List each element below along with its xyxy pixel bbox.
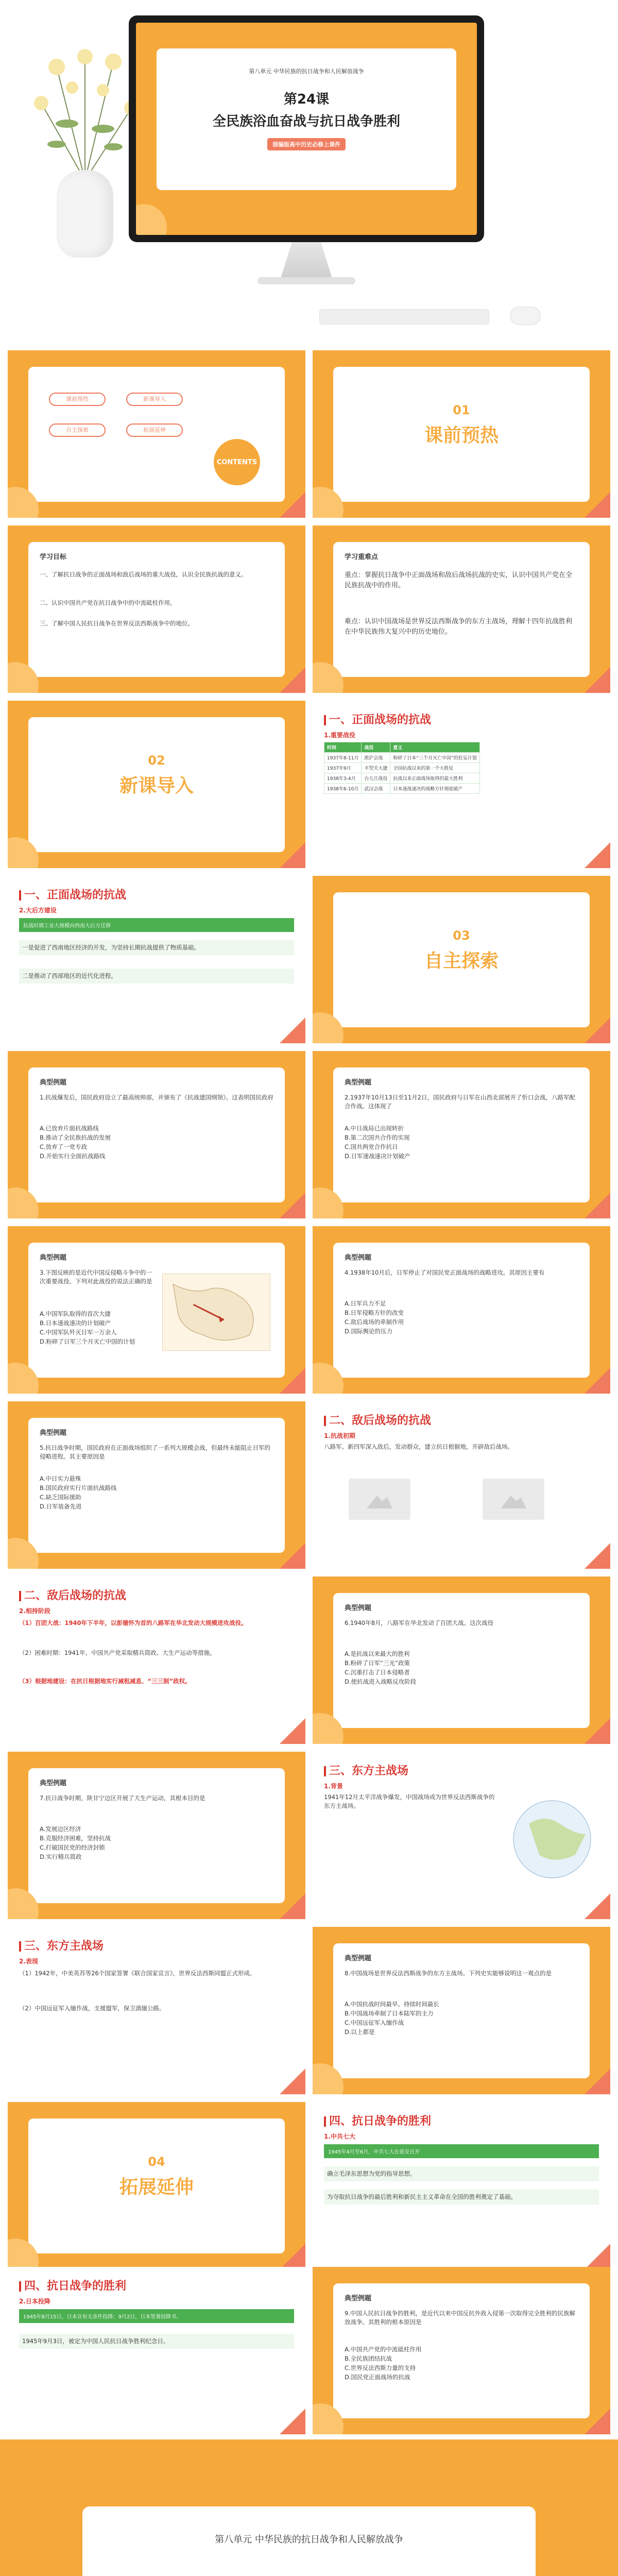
victory2-title: 四、抗日战争的胜利 (19, 2277, 126, 2293)
front2-note-2: 二是推动了西部地区的近代化进程。 (19, 969, 294, 984)
cover-slide-mini (136, 23, 477, 235)
goals-line-1: 一、了解抗日战争的正面战场和敌后战场的重大战役，认识全民族抗战的意义。 (40, 571, 247, 578)
cover-title-mini: 全民族浴血奋战与抗日战争胜利 (212, 114, 400, 129)
rear2-line-2: （2）困难时期：1941年，中国共产党采取精兵简政、大生产运动等措施。 (19, 1649, 216, 1656)
slide-cover-large (0, 2439, 618, 2576)
q2-option[interactable]: A.中日战局已出现转折 (345, 1125, 404, 1132)
slide-section-04 (8, 2102, 305, 2269)
slide-rear-stalemate (8, 1577, 305, 1744)
rear2-subtitle: 2.相持阶段 (19, 1607, 50, 1615)
east2-line-2: （2）中国远征军入缅作战，支援盟军，保卫滇缅公路。 (19, 2005, 165, 2012)
q6-option[interactable]: A.是抗战以来最大的胜利 (345, 1650, 410, 1657)
q1-option[interactable]: C.放弃了一党专政 (40, 1143, 88, 1150)
slide-q4 (313, 1226, 610, 1394)
front-title: 一、正面战场的抗战 (324, 711, 431, 727)
q4-option[interactable]: D.国际舆论的压力 (345, 1328, 393, 1335)
keypoints-line-2: 难点：认识中国战场是世界反法西斯战争的东方主战场，理解十四年抗战胜利在中华民族伟大复兴中的历史地位。 (345, 618, 573, 636)
east2-line-1: （1）1942年，中美英苏等26个国家签署《联合国家宣言》，世界反法西斯同盟正式形成。 (19, 1970, 256, 1977)
q7-option[interactable]: C.打破国民党的经济封锁 (40, 1844, 105, 1851)
contents-item-1[interactable]: 课前预热 (49, 393, 106, 406)
q5-option[interactable]: C.缺乏国际援助 (40, 1494, 81, 1501)
section-01-title: 课前预热 (424, 425, 499, 446)
q8-option[interactable]: A.中国抗战时间最早、持续时间最长 (345, 2001, 439, 2008)
goals-line-2: 二、认识中国共产党在抗日战争中的中流砥柱作用。 (40, 599, 176, 606)
table-header: 战役 (362, 742, 390, 753)
q2-option[interactable]: C.国共两党合作抗日 (345, 1143, 398, 1150)
mouse (510, 307, 541, 325)
east2-title: 三、东方主战场 (19, 1937, 104, 1953)
slide-victory-surrender (8, 2267, 305, 2434)
front-subtitle: 1.重要战役 (324, 732, 355, 739)
table-row: 1938年3-4月 台儿庄战役 抗战以来正面战场取得的最大胜利 (324, 773, 480, 784)
slide-goals (8, 526, 305, 693)
q7-option[interactable]: B.克服经济困难，坚持抗战 (40, 1835, 111, 1842)
contents-label: CONTENTS (214, 439, 260, 485)
q6-option[interactable]: D.使抗战进入战略反攻阶段 (345, 1678, 417, 1685)
q1-tag: 典型例题 (40, 1079, 67, 1087)
image-placeholder (349, 1479, 410, 1520)
q3-stem: 3.下图反映的是近代中国反侵略斗争中的一次重要战役。下列对此战役的说法正确的是 (40, 1269, 152, 1285)
section-04-number: 04 (148, 2155, 165, 2169)
front2-title: 一、正面战场的抗战 (19, 886, 126, 902)
slide-q7 (8, 1752, 305, 1919)
cover-unit: 第八单元 中华民族的抗日战争和人民解放战争 (215, 2534, 403, 2545)
victory2-note-1: 1945年9月3日，被定为中国人民抗日战争胜利纪念日。 (19, 2334, 294, 2349)
q7-option[interactable]: A.发展边区经济 (40, 1825, 81, 1833)
q9-tag: 典型例题 (345, 2295, 372, 2302)
slide-rear-early (313, 1401, 610, 1569)
image-placeholder (483, 1479, 544, 1520)
victory2-subtitle: 2.日本投降 (19, 2298, 50, 2305)
q6-option[interactable]: C.沉重打击了日本侵略者 (345, 1669, 410, 1676)
table-header: 时间 (324, 742, 362, 753)
rear2-line-1: （1）百团大战：1940年下半年，以彭德怀为首的八路军在华北发动大规模进攻战役。 (19, 1619, 247, 1626)
q2-option[interactable]: D.日军速战速决计划破产 (345, 1153, 410, 1160)
battles-table (324, 742, 480, 794)
slide-q1 (8, 1051, 305, 1218)
section-01-number: 01 (453, 403, 470, 417)
keypoints-title: 学习重难点 (345, 553, 379, 561)
goals-line-3: 三、了解中国人民抗日战争在世界反法西斯战争中的地位。 (40, 620, 194, 627)
victory1-note-1: 确立毛泽东思想为党的指导思想。 (324, 2166, 599, 2181)
slide-section-02 (8, 701, 305, 868)
q9-option[interactable]: C.世界反法西斯力量的支持 (345, 2364, 416, 2371)
q9-option[interactable]: B.全民族团结抗战 (345, 2355, 392, 2362)
rear1-subtitle: 1.抗战初期 (324, 1432, 355, 1439)
q6-option[interactable]: B.粉碎了日军“三光”政策 (345, 1659, 410, 1667)
q8-option[interactable]: D.以上都是 (345, 2028, 375, 2036)
cover-badge-mini: 部编版高中历史必修上课件 (267, 138, 346, 150)
q3-option[interactable]: A.中国军队取得的首次大捷 (40, 1310, 111, 1317)
monitor-base (258, 277, 355, 284)
q5-stem: 5.抗日战争时期，国民政府在正面战场组织了一系列大规模会战，但最终未能阻止日军的侵略进程。其主要原因是 (40, 1444, 270, 1460)
front2-box: 抗战时期工业大规模向西南大后方迁移 (19, 918, 294, 932)
slide-east-background (313, 1752, 610, 1919)
rear1-text: 八路军、新四军深入敌后，发动群众，建立抗日根据地，开辟敌后战场。 (324, 1443, 513, 1450)
q4-tag: 典型例题 (345, 1254, 372, 1262)
victory1-note-2: 为夺取抗日战争的最后胜利和新民主主义革命在全国的胜利奠定了基础。 (324, 2190, 599, 2205)
slide-contents (8, 350, 305, 518)
q1-option[interactable]: D.开始实行全面抗战路线 (40, 1153, 106, 1160)
table-header: 意义 (390, 742, 479, 753)
q2-option[interactable]: B.第二次国共合作的实现 (345, 1134, 410, 1141)
q6-tag: 典型例题 (345, 1604, 372, 1612)
slide-east-performance (8, 1927, 305, 2094)
slide-q3 (8, 1226, 305, 1394)
q9-option[interactable]: A.中国共产党的中流砥柱作用 (345, 2346, 422, 2353)
hero-mockup (0, 0, 618, 340)
slide-q9 (313, 2267, 610, 2434)
front2-subtitle: 2.大后方建设 (19, 907, 57, 914)
table-row: 1937年9月 平型关大捷 全国抗战以来的第一个大胜仗 (324, 763, 480, 773)
table-row: 1938年6-10月 武汉会战 日本速战速决的战略方针彻底破产 (324, 784, 480, 794)
east1-title: 三、东方主战场 (324, 1762, 408, 1778)
q1-stem: 1.抗战爆发后，国民政府设立了最高统帅部，并颁布了《抗战建国纲领》。这表明国民政府 (40, 1094, 273, 1101)
slide-q8 (313, 1927, 610, 2094)
globe-illustration (508, 1788, 596, 1891)
front2-note-1: 一是促进了西南地区经济的开发，为坚持长期抗战提供了物质基础。 (19, 940, 294, 955)
table-row: 1937年8-11月 淞沪会战 粉碎了日本“三个月灭亡中国”的狂妄计划 (324, 753, 480, 763)
keyboard (319, 309, 489, 325)
q4-stem: 4.1938年10月后，日军停止了对国民党正面战场的战略进攻。其原因主要有 (345, 1269, 545, 1276)
victory2-box: 1945年8月15日，日本宣布无条件投降；9月2日，日本签署投降书。 (19, 2309, 294, 2323)
slide-section-01 (313, 350, 610, 518)
section-02-title: 新课导入 (119, 775, 194, 796)
vase (57, 170, 113, 258)
slide-keypoints (313, 526, 610, 693)
q9-option[interactable]: D.国民党正面战场的抗战 (345, 2374, 410, 2381)
q5-tag: 典型例题 (40, 1429, 67, 1437)
slide-q6 (313, 1577, 610, 1744)
q3-option[interactable]: B.日本速战速决的计划破产 (40, 1319, 111, 1327)
monitor-stand (281, 242, 332, 278)
goals-title: 学习目标 (40, 553, 67, 561)
q7-tag: 典型例题 (40, 1780, 67, 1787)
cover-lesson-mini: 第24课 (283, 92, 330, 107)
rear2-line-3: （3）根据地建设：在抗日根据地实行减租减息、“三三制”政权。 (19, 1677, 191, 1685)
q4-option[interactable]: B.日军侵略方针的改变 (345, 1309, 404, 1316)
q8-option[interactable]: B.中国战场牵制了日本陆军的主力 (345, 2010, 434, 2017)
q7-option[interactable]: D.实行精兵简政 (40, 1853, 82, 1860)
contents-item-3[interactable]: 自主探索 (49, 423, 106, 437)
plant-decoration (26, 46, 144, 185)
section-03-title: 自主探索 (424, 951, 499, 972)
q8-tag: 典型例题 (345, 1955, 372, 1962)
rear1-title: 二、敌后战场的抗战 (324, 1412, 431, 1428)
victory1-box: 1945年4月至6月，中共七大在延安召开 (324, 2144, 599, 2158)
q1-option[interactable]: A.已放弃片面抗战路线 (40, 1125, 99, 1132)
q1-option[interactable]: B.推动了全民族抗战的发展 (40, 1134, 111, 1141)
q4-option[interactable]: A.日军兵力不足 (345, 1300, 386, 1307)
q4-option[interactable]: C.敌后战场的牵制作用 (345, 1318, 404, 1326)
east1-text: 1941年12月太平洋战争爆发，中国战场成为世界反法西斯战争的东方主战场。 (324, 1793, 495, 1809)
q8-option[interactable]: C.中国远征军入缅作战 (345, 2019, 404, 2026)
q2-stem: 2.1937年10月13日至11月2日，国民政府与日军在山西北部展开了忻口会战，八路军配合作战。这体现了 (345, 1094, 575, 1110)
section-02-number: 02 (148, 753, 165, 768)
east2-subtitle: 2.表现 (19, 1958, 38, 1965)
q8-stem: 8.中国战场是世界反法西斯战争的东方主战场。下列史实能够说明这一观点的是 (345, 1970, 552, 1977)
slide-q5 (8, 1401, 305, 1569)
slide-rear-area (8, 876, 305, 1043)
q5-option[interactable]: B.国民政府实行片面抗战路线 (40, 1484, 117, 1492)
rear2-title: 二、敌后战场的抗战 (19, 1587, 126, 1603)
victory1-subtitle: 1.中共七大 (324, 2133, 355, 2140)
q2-tag: 典型例题 (345, 1079, 372, 1087)
east1-subtitle: 1.背景 (324, 1783, 343, 1790)
section-04-title: 拓展延伸 (119, 2177, 194, 2198)
victory1-title: 四、抗日战争的胜利 (324, 2112, 431, 2128)
section-03-number: 03 (453, 928, 470, 943)
slide-front-battles (313, 701, 610, 868)
slide-section-03 (313, 876, 610, 1043)
slide-victory-congress (313, 2102, 610, 2269)
q3-option[interactable]: D.粉碎了日军三个月灭亡中国的计划 (40, 1338, 135, 1345)
keypoints-line-1: 重点：掌握抗日战争中正面战场和敌后战场抗战的史实，认识中国共产党在全民族抗战中的作用。 (345, 571, 573, 589)
slide-q2 (313, 1051, 610, 1218)
q6-stem: 6.1940年8月，八路军在华北发动了百团大战。这次战役 (345, 1619, 494, 1626)
contents-item-4[interactable]: 拓展延伸 (126, 423, 183, 437)
q9-stem: 9.中国人民抗日战争的胜利，是近代以来中国反抗外敌入侵第一次取得完全胜利的民族解放战争。其胜利的根本原因是 (345, 2310, 575, 2326)
q5-option[interactable]: D.日军装备先进 (40, 1503, 82, 1510)
contents-item-2[interactable]: 新课导入 (126, 393, 183, 406)
q5-option[interactable]: A.中日实力悬殊 (40, 1475, 81, 1482)
q3-option[interactable]: C.中国军队歼灭日军一万余人 (40, 1329, 117, 1336)
cover-unit-mini: 第八单元 中华民族的抗日战争和人民解放战争 (249, 68, 364, 75)
q7-stem: 7.抗日战争时期，陕甘宁边区开展了大生产运动，其根本目的是 (40, 1794, 205, 1802)
battle-map (162, 1274, 270, 1351)
monitor-frame (129, 15, 484, 242)
q3-tag: 典型例题 (40, 1254, 67, 1262)
